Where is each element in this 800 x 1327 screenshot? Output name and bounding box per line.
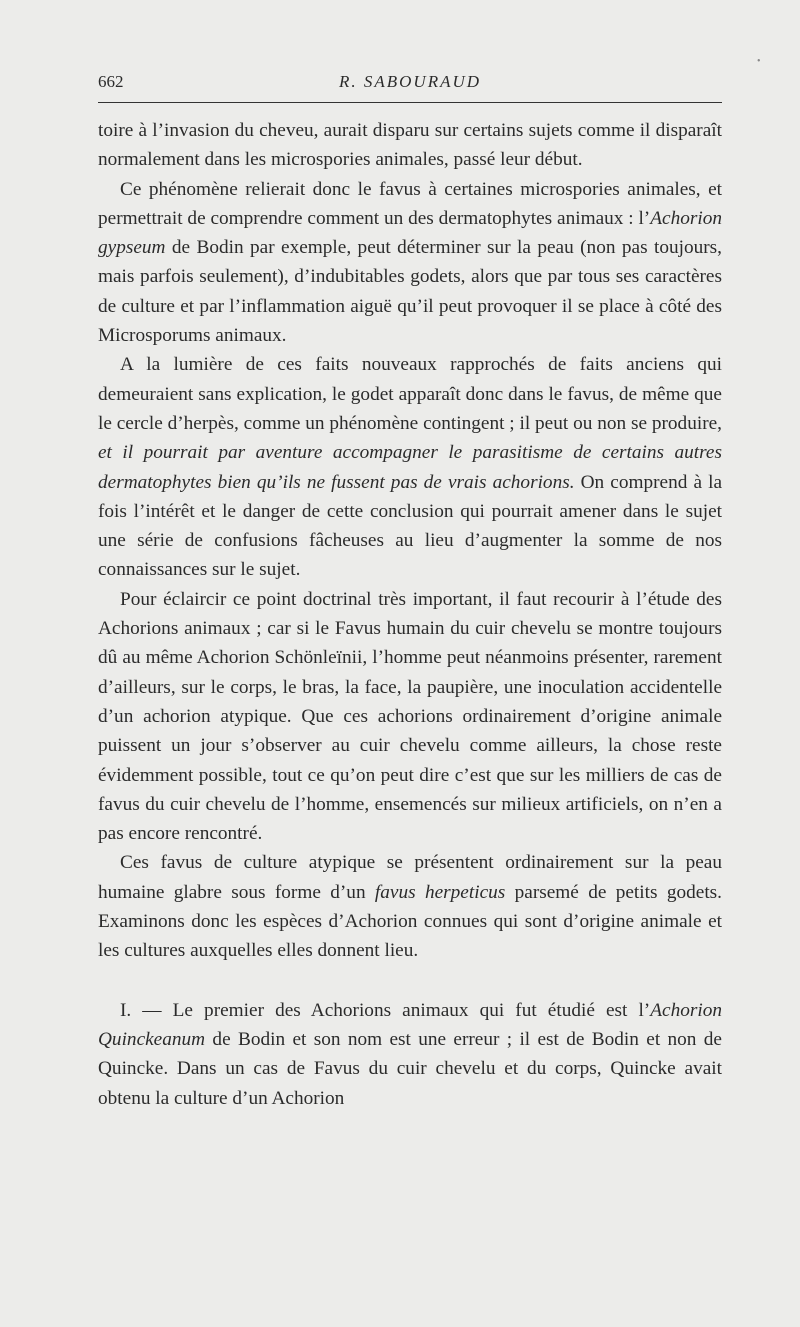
italic-term: Achorion Quinckeanum: [98, 999, 722, 1050]
paragraph-section-1: [98, 996, 722, 1113]
paragraph-2: [98, 175, 722, 351]
text-segment: On comprend à la fois l’intérêt et le danger de cette conclusion qui pourrait amener dans le sujet une série de confusions fâcheuses au lieu d’augmenter la somme de nos connaissances sur le sujet.: [98, 471, 723, 581]
text-segment: parsemé de petits godets. Examinons donc les espèces d’Achorion connues qui sont d’origine animale et les cultures auxquelles elles donnent lieu.: [98, 881, 722, 962]
page-header: [98, 72, 722, 103]
text-segment: A la lumière de ces faits nouveaux rapprochés de faits anciens qui demeuraient sans explication, le godet apparaît donc dans le favus, de même que le cercle d’herpès, comme un phénomène contingent ; il peut ou non se produire,: [98, 354, 722, 434]
text-segment: de Bodin et son nom est une erreur ; il est de Bodin et non de Quincke. Dans un cas de Favus du cuir chevelu et du corps, Quincke avait obtenu la culture d’un Achorion: [98, 1028, 722, 1109]
paragraph-3: [98, 350, 722, 584]
italic-term: Achorion gypseum: [98, 207, 722, 259]
running-head: R. SABOURAUD: [338, 72, 482, 91]
italic-phrase: et il pourrait par aventure accompagner le parasitisme de certains autres dermatophytes bien qu’ils ne fussent pas de vrais achorions.: [98, 442, 722, 493]
italic-term: favus herpeticus: [374, 881, 506, 903]
paragraph-4: [98, 585, 722, 849]
text-segment: de Bodin par exemple, peut déterminer sur la peau (non pas toujours, mais parfois seulement), d’indubitables godets, alors que par tous ses caractères de culture et par l’inflammation aiguë qu’il peut provoquer il se place à côté des Microsporums animaux.: [98, 237, 722, 347]
text-segment: Ces favus de culture atypique se présentent ordinairement sur la peau humaine glabre sous forme d’un: [98, 852, 722, 903]
text-segment: toire à l’invasion du cheveu, aurait disparu sur certains sujets comme il disparaît normalement dans les microspories animales, passé leur début.: [98, 120, 722, 171]
paragraph-5: [98, 848, 722, 965]
paragraph-1: [98, 116, 722, 175]
page-number: 662: [98, 72, 124, 91]
margin-mark: •: [757, 56, 761, 67]
text-segment: I. — Le premier des Achorions animaux qui fut étudié est l’: [120, 999, 651, 1021]
text-segment: Pour éclaircir ce point doctrinal très important, il faut recourir à l’étude des Achorions animaux ; car si le Favus humain du cuir chevelu se montre toujours dû au même Achorion Schönleïnii, l’homme peut néanmoins présenter, rarement d’ailleurs, sur le corps, le bras, la face, la paupière, une inoculation accidentelle d’un achorion atypique. Que ces achorions ordinairement d’origine animale puissent un jour s’observer au cuir chevelu comme ailleurs, la chose reste évidemment possible, tout ce qu’on peut dire c’est que sur les milliers de cas de favus du cuir chevelu de l’homme, ensemencés sur milieux artificiels, on n’en a pas encore rencontré.: [98, 588, 722, 845]
text-segment: Ce phénomène relierait donc le favus à certaines microspories animales, et permettrait de comprendre comment un des dermatophytes animaux : l’: [98, 178, 722, 229]
body-text: [98, 116, 722, 1113]
